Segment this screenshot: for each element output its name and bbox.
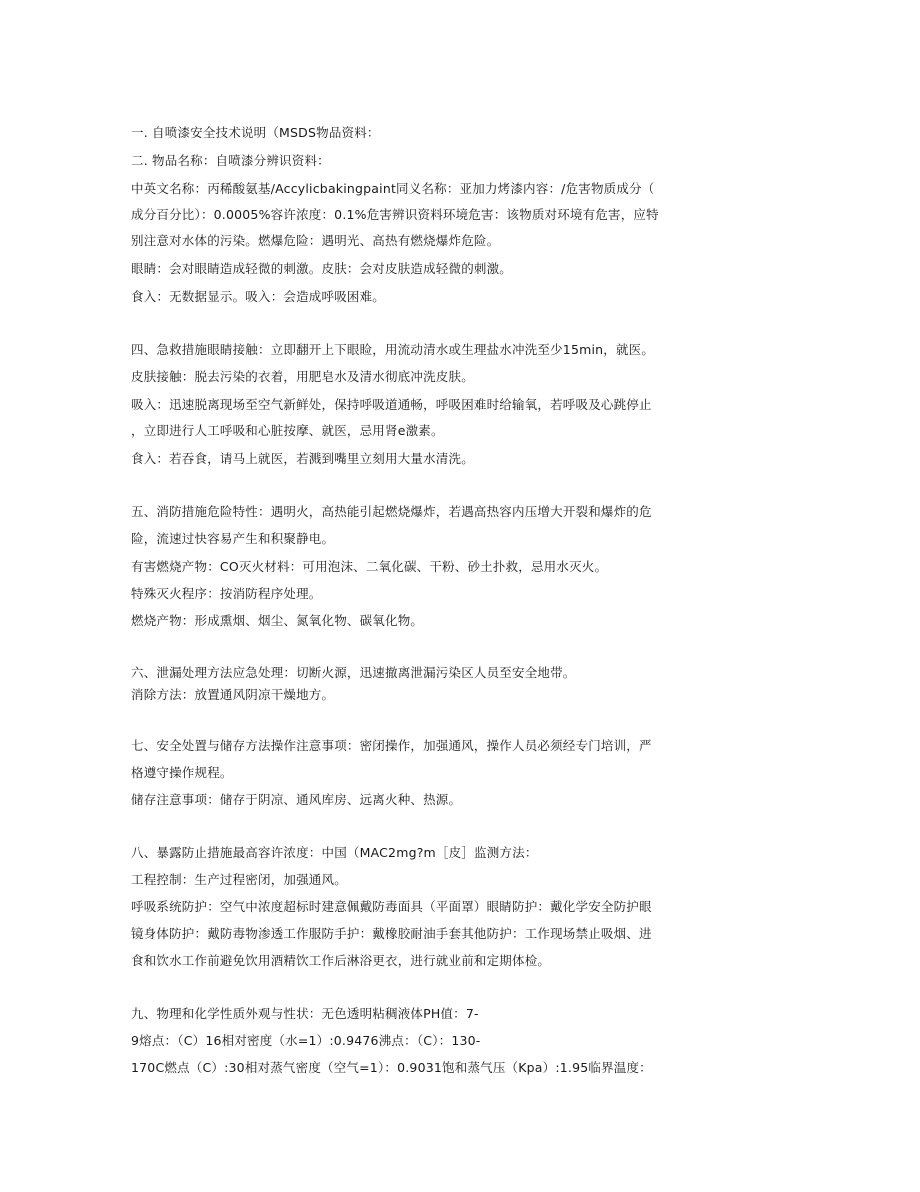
text-line: 消除方法：放置通风阴凉干燥地方。	[131, 687, 335, 702]
text-line: 工程控制：生产过程密闭，加强通风。	[131, 872, 347, 887]
text-line: 有害燃烧产物：CO灭火材料：可用泡沫、二氧化碳、干粉、砂土扑救，忌用水灭火。	[131, 559, 608, 574]
text-line: 眼睛：会对眼睛造成轻微的刺激。皮肤：会对皮肤造成轻微的刺激。	[131, 261, 513, 276]
text-line: 中英文名称：丙稀酸氨基/Accylicbakingpaint同义名称：亚加力烤漆内容：/危害物质成分（	[131, 181, 655, 196]
text-line: 170C燃点（C）:30相对蒸气密度（空气=1）：0.9031饱和蒸气压（Kpa）:1.95临界温度：	[131, 1060, 652, 1075]
text-line: 食入：若吞食，请马上就医，若溅到嘴里立刻用大量水清洗。	[131, 451, 474, 466]
section-5-heading: 五、消防措施危险特性：遇明火，高热能引起燃烧爆炸，若遇高热容内压增大开裂和爆炸的危	[131, 504, 652, 519]
text-line: 格遵守操作规程。	[131, 765, 233, 780]
text-line: 9熔点：（C）16相对密度（水=1）:0.9476沸点：（C）：130-	[131, 1033, 481, 1048]
text-line: 险，流速过快容易产生和积聚静电。	[131, 531, 335, 546]
text-line: 食和饮水工作前避免饮用酒精饮工作后淋浴更衣，进行就业前和定期体检。	[131, 953, 551, 968]
section-4-heading: 四、急救措施眼睛接触：立即翻开上下眼睑，用流动清水或生理盐水冲洗至少15min，就医。	[131, 342, 655, 357]
text-line: 呼吸系统防护：空气中浓度超标时建意佩戴防毒面具（平面罩）眼睛防护：戴化学安全防护眼	[131, 899, 652, 914]
text-line: 燃烧产物：形成熏烟、烟尘、氮氧化物、碳氧化物。	[131, 613, 424, 628]
text-line: 别注意对水体的污染。燃爆危险：遇明光、高热有燃烧爆炸危险。	[131, 233, 500, 248]
text-line: 成分百分比）：0.0005%容许浓度：0.1%危害辨识资料环境危害：该物质对环境有危害，应特	[131, 207, 659, 222]
text-line: 储存注意事项：储存于阴凉、通风库房、远离火种、热源。	[131, 792, 462, 807]
section-6-heading: 六、泄漏处理方法应急处理：切断火源，迅速撤离泄漏污染区人员至安全地带。	[131, 665, 576, 680]
text-line: 特殊灭火程序：按消防程序处理。	[131, 586, 322, 601]
section-7-heading: 七、安全处置与储存方法操作注意事项：密闭操作，加强通风，操作人员必须经专门培训，严	[131, 738, 652, 753]
text-line: 镜身体防护：戴防毒物渗透工作服防手护：戴橡胶耐油手套其他防护：工作现场禁止吸烟、进	[131, 926, 652, 941]
section-1-heading: 一. 自喷漆安全技术说明（MSDS物品资料：	[131, 125, 380, 140]
section-9-heading: 九、物理和化学性质外观与性状：无色透明粘稠液体PH值：7-	[131, 1006, 479, 1021]
section-2-heading: 二. 物品名称：自喷漆分辨识资料：	[131, 153, 330, 168]
text-line: 皮肤接触：脱去污染的衣着，用肥皂水及清水彻底冲洗皮肤。	[131, 369, 474, 384]
text-line: ，立即进行人工呼吸和心脏按摩、就医，忌用肾e激素。	[131, 423, 444, 438]
section-8-heading: 八、暴露防止措施最高容许浓度：中国（MAC2mg?m［皮］监测方法：	[131, 845, 538, 860]
text-line: 吸入：迅速脱离现场至空气新鲜处，保持呼吸道通畅，呼吸困难时给输氧，若呼吸及心跳停止	[131, 397, 652, 412]
text-line: 食入：无数据显示。吸入：会造成呼吸困难。	[131, 289, 386, 304]
